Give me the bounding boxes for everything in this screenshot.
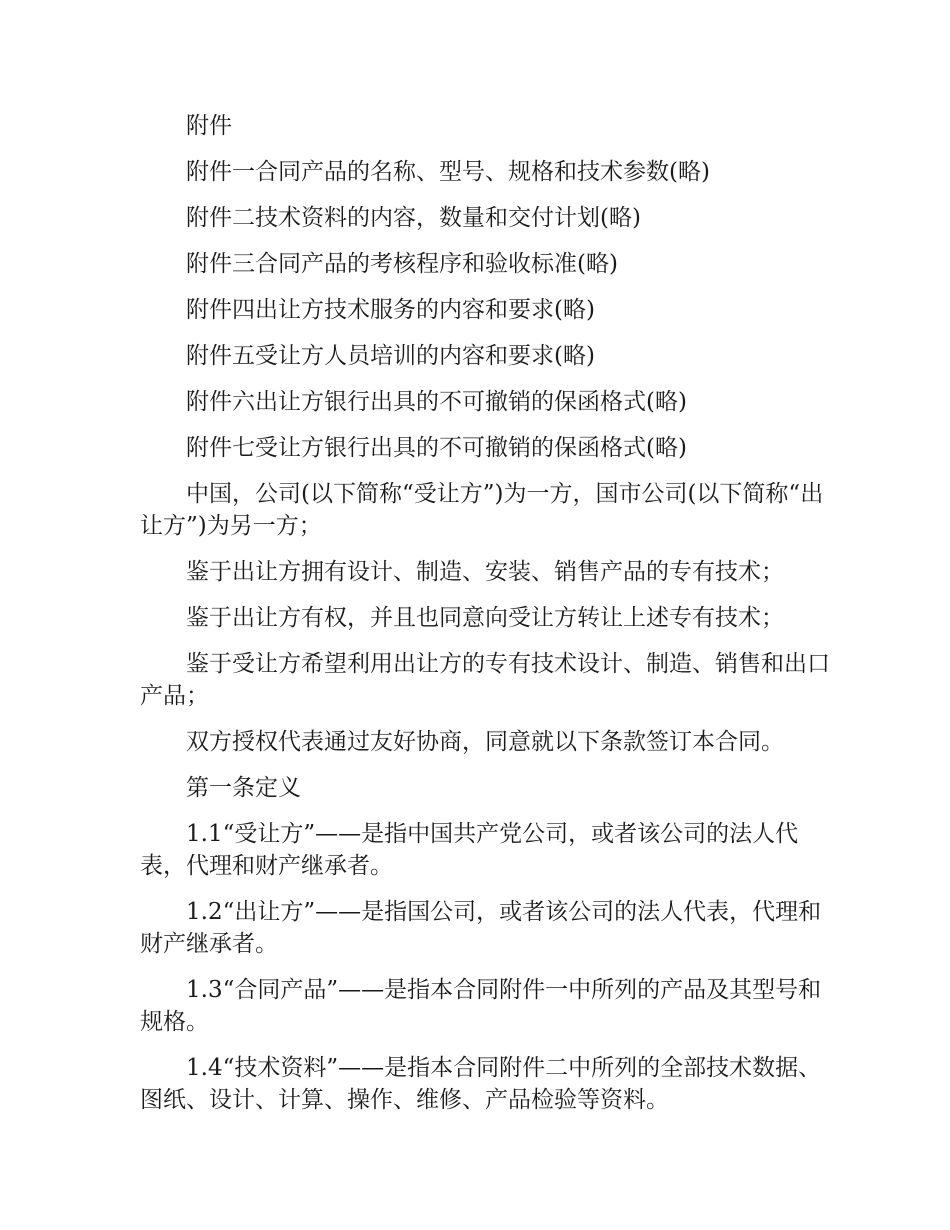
attachment-3: 附件三合同产品的考核程序和验收标准(略) bbox=[186, 251, 618, 277]
attachment-1: 附件一合同产品的名称、型号、规格和技术参数(略) bbox=[186, 159, 710, 185]
document-body bbox=[140, 110, 830, 1130]
definition-1-4: 1.4“技术资料”——是指本合同附件二中所列的全部技术数据、图纸、设计、计算、操作、维修、产品检验等资料。 bbox=[140, 1055, 822, 1113]
agreement-statement: 双方授权代表通过友好协商，同意就以下条款签订本合同。 bbox=[186, 729, 784, 755]
attachment-4: 附件四出让方技术服务的内容和要求(略) bbox=[186, 297, 595, 323]
article-1-heading: 第一条定义 bbox=[186, 775, 301, 801]
whereas-2: 鉴于出让方有权，并且也同意向受让方转让上述专有技术； bbox=[186, 605, 784, 631]
whereas-3: 鉴于受让方希望利用出让方的专有技术设计、制造、销售和出口产品； bbox=[140, 651, 830, 709]
whereas-1: 鉴于出让方拥有设计、制造、安装、销售产品的专有技术； bbox=[186, 559, 784, 585]
definition-1-3: 1.3“合同产品”——是指本合同附件一中所列的产品及其型号和规格。 bbox=[140, 977, 822, 1035]
attachment-6: 附件六出让方银行出具的不可撤销的保函格式(略) bbox=[186, 389, 687, 415]
attachment-5: 附件五受让方人员培训的内容和要求(略) bbox=[186, 343, 595, 369]
definition-1-2: 1.2“出让方”——是指国公司，或者该公司的法人代表，代理和财产继承者。 bbox=[140, 899, 822, 957]
heading-attachments: 附件 bbox=[186, 113, 232, 139]
attachment-2: 附件二技术资料的内容，数量和交付计划(略) bbox=[186, 205, 641, 231]
attachment-7: 附件七受让方银行出具的不可撤销的保函格式(略) bbox=[186, 435, 687, 461]
definition-1-1: 1.1“受让方”——是指中国共产党公司，或者该公司的法人代表，代理和财产继承者。 bbox=[140, 821, 799, 879]
parties-paragraph: 中国，公司(以下简称“受让方”)为一方，国市公司(以下简称“出让方”)为另一方； bbox=[140, 481, 824, 539]
